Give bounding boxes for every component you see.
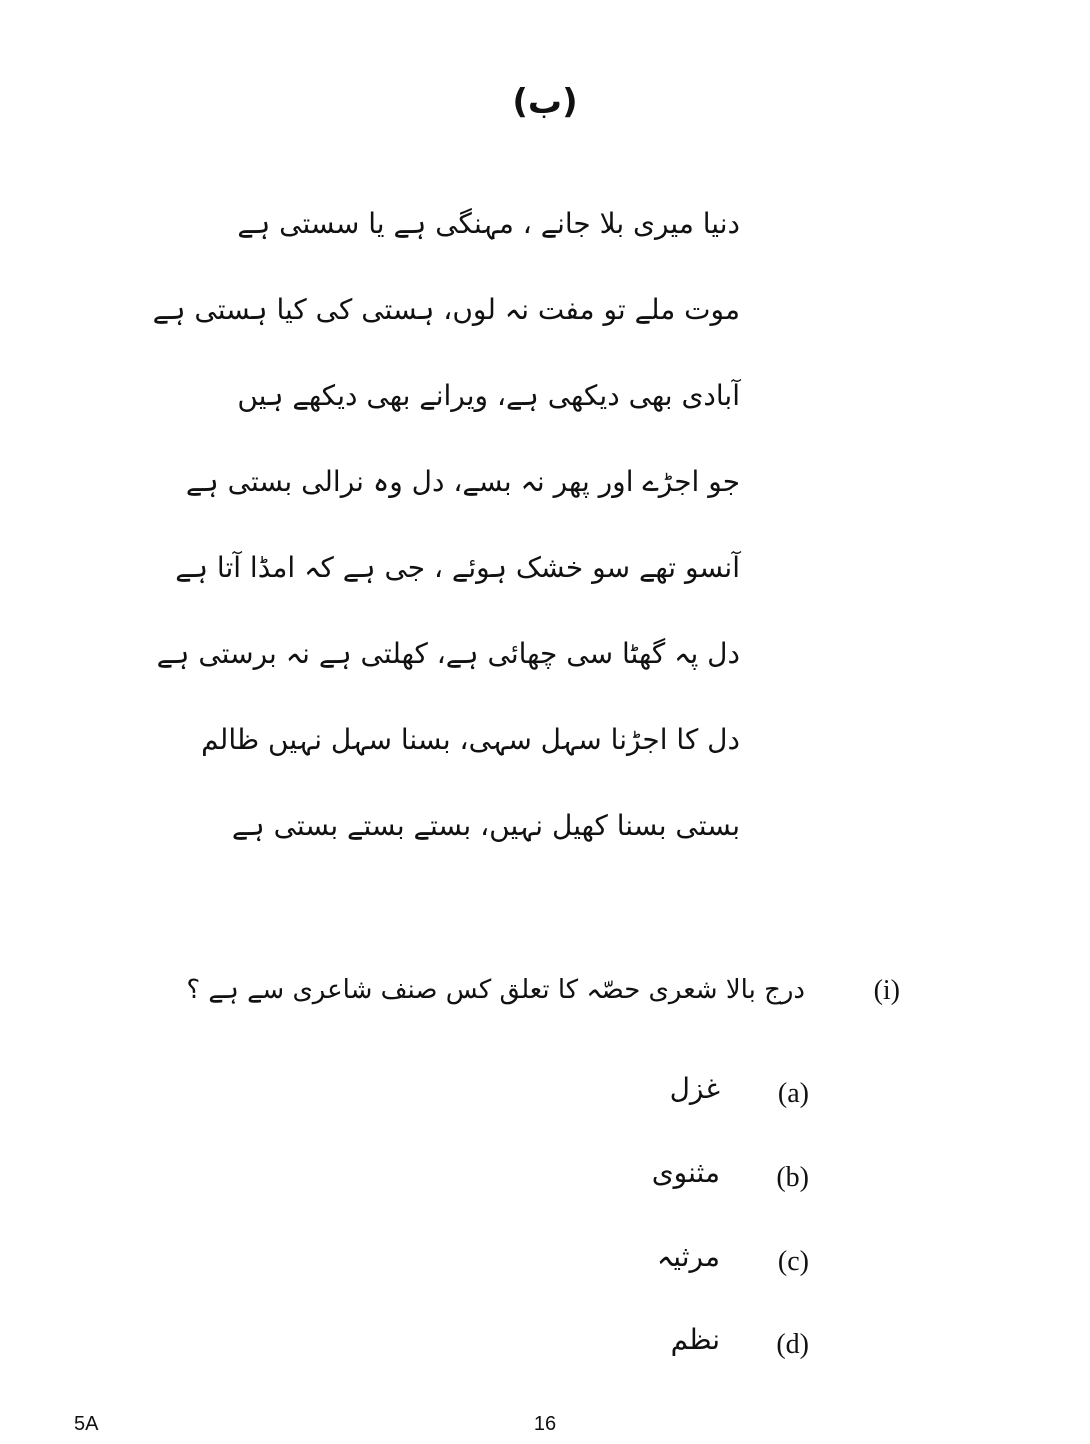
option-text: نظم (670, 1323, 720, 1356)
poem-line: بستی بسنا کھیل نہیں، بستے بستے بستی ہے (231, 809, 740, 842)
option-d (600, 1323, 815, 1373)
poem-line: دل کا اجڑنا سہل سہی، بسنا سہل نہیں ظالم (201, 723, 740, 756)
question-number: (i) (873, 975, 900, 1006)
poem-line: آنسو تھے سو خشک ہوئے ، جی ہے کہ امڈا آتا ہے (175, 551, 740, 584)
section-title: (ب) (512, 82, 578, 122)
poem-line: موت ملے تو مفت نہ لوں، ہستی کی کیا ہستی ہے (152, 293, 740, 326)
option-label: (c) (777, 1246, 809, 1277)
option-b (600, 1156, 815, 1206)
poem-line: دل پہ گھٹا سی چھائی ہے، کھلتی ہے نہ برستی ہے (156, 637, 740, 670)
poem-line: دنیا میری بلا جانے ، مہنگی ہے یا سستی ہے (237, 207, 740, 240)
option-label: (b) (776, 1162, 809, 1193)
option-c (600, 1240, 815, 1290)
option-label: (d) (776, 1329, 809, 1360)
poem-line: آبادی بھی دیکھی ہے، ویرانے بھی دیکھے ہیں (237, 379, 740, 412)
poem-line: جو اجڑے اور پھر نہ بسے، دل وہ نرالی بستی ہے (185, 465, 740, 498)
option-text: مرثیہ (656, 1240, 720, 1273)
paper-code: 5A (74, 1413, 99, 1435)
option-text: غزل (669, 1072, 720, 1105)
poem (152, 198, 740, 886)
option-text: مثنوی (651, 1156, 720, 1189)
option-a (600, 1072, 815, 1122)
question (186, 975, 900, 1025)
page-number: 16 (533, 1413, 557, 1435)
question-text: درج بالا شعری حصّہ کا تعلق کس صنف شاعری سے ہے ؟ (186, 975, 805, 1005)
option-label: (a) (777, 1078, 809, 1109)
